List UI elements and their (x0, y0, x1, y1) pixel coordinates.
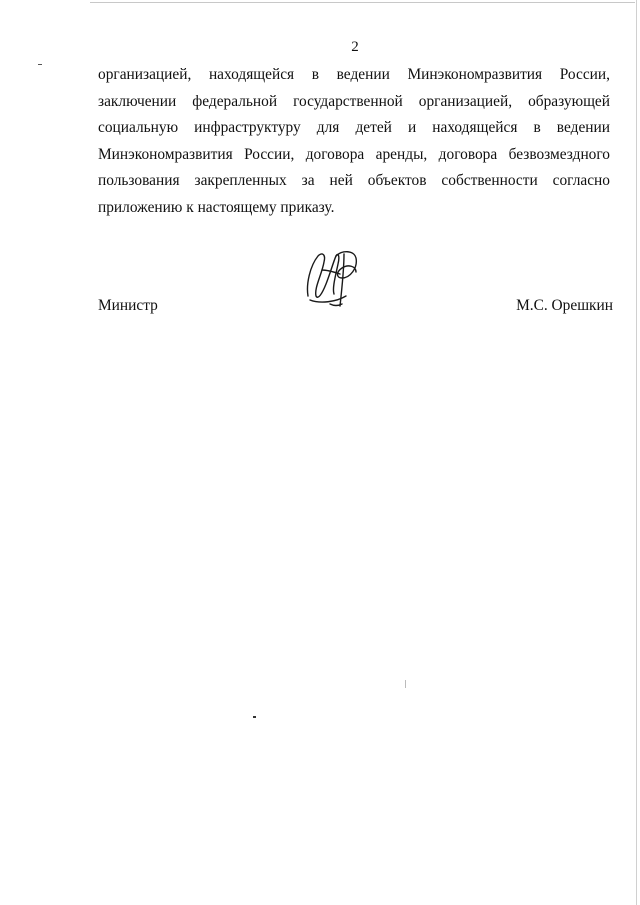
signer-name: М.С. Орешкин (516, 297, 613, 314)
body-line: приложению к настоящему приказу. (98, 198, 335, 216)
scan-artifact (253, 716, 256, 718)
body-line: Минэкономразвития России, договора аренды, договора безвозмездного (98, 145, 610, 163)
scan-edge-right (636, 0, 637, 905)
body-line: заключении федеральной государственной организацией, образующей (98, 92, 610, 110)
body-line: социальную инфраструктуру для детей и находящейся в ведении (98, 119, 610, 137)
position-title: Министр (98, 297, 158, 314)
scan-artifact (38, 64, 42, 65)
page-number: 2 (351, 39, 359, 55)
body-paragraph (98, 62, 610, 222)
signature-block (98, 296, 613, 326)
body-line: организацией, находящейся в ведении Минэкономразвития России, (98, 66, 610, 83)
scan-edge-top (90, 2, 635, 3)
body-line: пользования закрепленных за ней объектов собственности согласно (98, 172, 610, 190)
scan-artifact (405, 680, 406, 688)
